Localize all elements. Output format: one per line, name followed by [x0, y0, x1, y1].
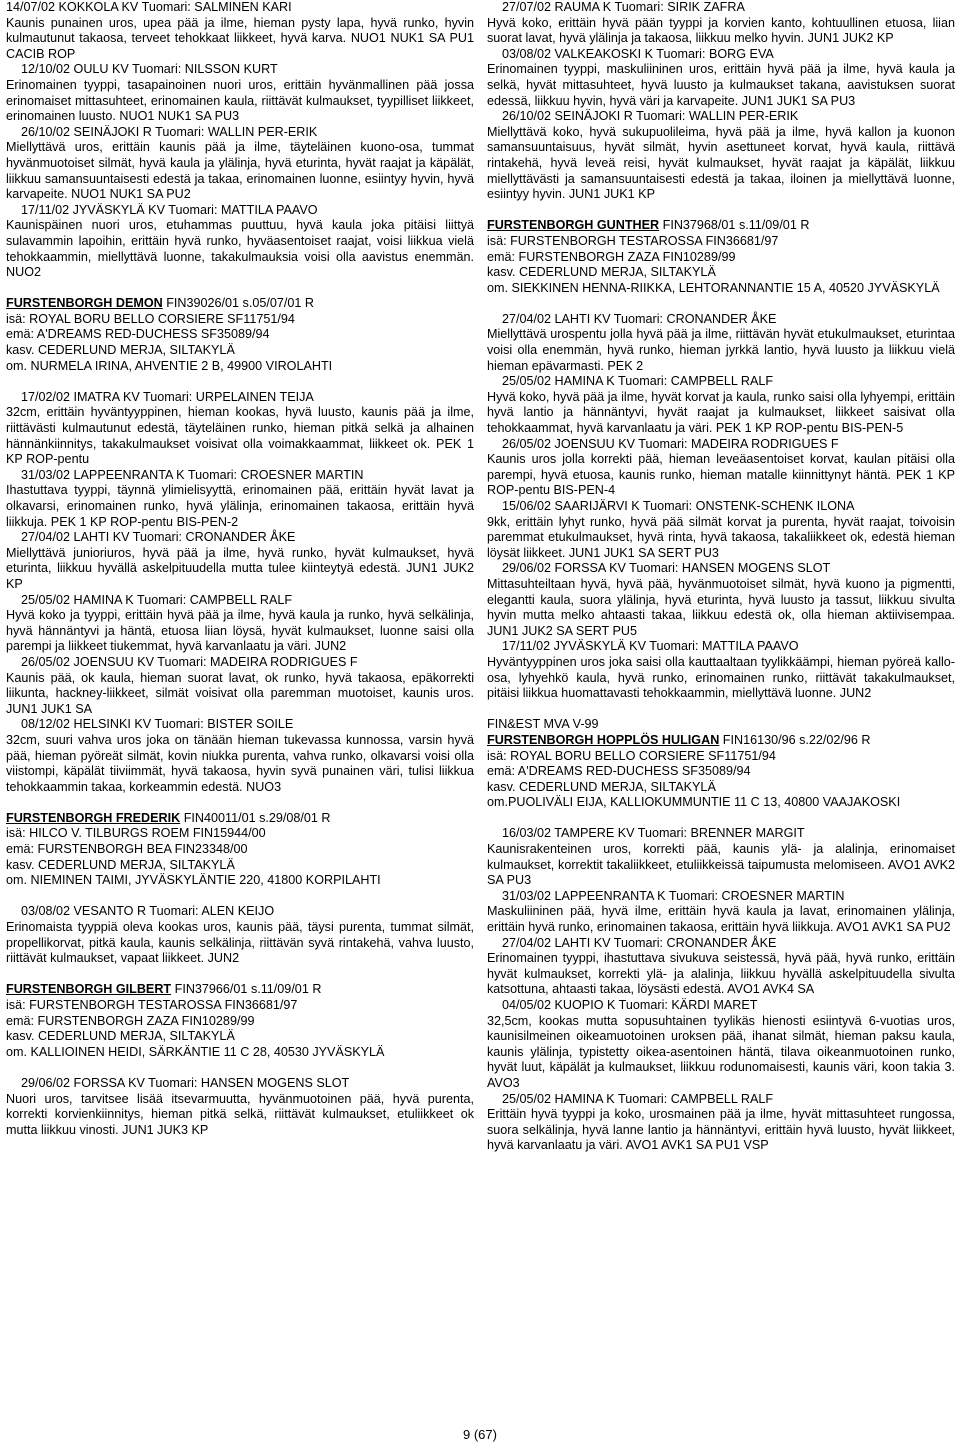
entry-heading: emä: FURSTENBORGH ZAZA FIN10289/99: [6, 1013, 255, 1028]
entry-heading: emä: A'DREAMS RED-DUCHESS SF35089/94: [487, 764, 751, 779]
spacer: [6, 281, 474, 297]
entry-heading: 15/06/02 SAARIJÄRVI K Tuomari: ONSTENK-SCHENK ILONA: [502, 499, 855, 513]
entry-heading: 26/10/02 SEINÄJOKI R Tuomari: WALLIN PER-ERIK: [21, 124, 318, 139]
critique-text: Hyvä koko ja tyyppi, erittäin hyvä pää ja ilme, hyvä kaula ja runko, hyvä selkälinja, hyvä hännäntyvi ja häntä, etuosa liian löysä, hyvät kulmaukset, luonne saisi olla parempi ja liikkeet tiukemmat, hyvä karvanlaatu ja väri. JUN2: [6, 608, 474, 654]
entry-heading: om. NURMELA IRINA, AHVENTIE 2 B, 49900 VIROLAHTI: [6, 358, 333, 373]
dog-registration: FIN37968/01 s.11/09/01 R: [662, 218, 810, 233]
critique-text: Mittasuhteiltaan hyvä, hyvä pää, hyvänmuotoiset silmät, hyvä kuono ja pigmentti, elegantti kaula, suora ylälinja, hyvä eturinta, hyvä luusto ja tassut, liikkuu sivulta hyvin mutta melko ahtaasti takaa, liikkuu edestä ok, olla hieman aktiivisempaa. JUN1 JUK2 SA SERT PU5: [487, 576, 955, 638]
entry-heading: 31/03/02 LAPPEENRANTA K Tuomari: CROESNER MARTIN: [21, 467, 364, 482]
critique-text: Kaunispäinen nuori uros, etuhammas puuttuu, hyvä kaula joka pitäisi liittyä sulavammin lapoihin, erittäin hyvä runko, hyväasentoiset raajat, voisi liikkua vielä tehokkaammin, miellyttävä luonne, takakulmauksia voisi olla aavistus enemmän. NUO2: [6, 218, 474, 280]
spacer: [6, 374, 474, 390]
entry-heading: 27/07/02 RAUMA K Tuomari: SIRIK ZAFRA: [502, 0, 745, 14]
entry-heading: 17/02/02 IMATRA KV Tuomari: URPELAINEN TEIJA: [21, 389, 314, 404]
entry-heading: isä: HILCO V. TILBURGS ROEM FIN15944/00: [6, 826, 266, 841]
dog-name: FURSTENBORGH HOPPLÖS HULIGAN: [487, 732, 720, 747]
critique-text: Erinomainen tyyppi, tasapainoinen nuori uros, erittäin hyvänmallinen pää jossa erinomaiset mittasuhteet, erinomainen kaula, riittävät kulmaukset, tyypilliset liikkeet, erinomainen luusto. NUO1 NUK1 SA PU3: [6, 77, 474, 124]
spacer: [487, 203, 955, 219]
entry-heading: 27/04/02 LAHTI KV Tuomari: CRONANDER ÅKE: [502, 311, 777, 326]
spacer: [6, 1060, 474, 1076]
dog-name: FURSTENBORGH FREDERIK: [6, 810, 181, 825]
critique-text: Miellyttävä koko, hyvä sukupuolileima, hyvä pää ja ilme, hyvä kallon ja kuonon samansuuntaisuus, hyvät silmät, hyvin asettuneet korvat, hyvä kaula, riittävä rintakehä, hyvä leveä reisi, hyvät kulmaukset, hyvät raajat ja käpälät, liikkuu miellyttävästi ja samansuuntaisesti edestä ja takaa, iloinen ja miellyttävä luonne, esiintyy hyvin. JUN1 JUK1 KP: [487, 124, 955, 202]
critique-text: Erinomainen tyyppi, ihastuttava sivukuva seistessä, hyvä pää, hyvä runko, erittäin hyvät kulmaukset, korrekti ylä- ja alalinja, liikkuu hyvällä askelpituudella sivulta katsottuna, ahtaasti takaa, löysästi edestä. AVO1 AVK4 SA: [487, 951, 955, 997]
critique-text: Nuori uros, tarvitsee lisää itsevarmuutta, hyvänmuotoinen pää, hyvä purenta, korrekti korvienkiinnitys, hieman pitkä selkä, riittävät kulmaukset, etuliikkeet ok mutta liikkuu vinosti. JUN1 JUK3 KP: [6, 1091, 474, 1137]
entry-heading: om.PUOLIVÄLI EIJA, KALLIOKUMMUNTIE 11 C 13, 40800 VAAJAKOSKI: [487, 795, 901, 810]
entry-heading: 25/05/02 HAMINA K Tuomari: CAMPBELL RALF: [502, 1091, 774, 1106]
critique-text: Hyvä koko, erittäin hyvä pään tyyppi ja korvien kanto, kohtuullinen etuosa, liian suorat lavat, hyvä ylälinja ja takaosa, liikkuu melko hyvin. JUN1 JUK2 KP: [487, 15, 955, 46]
entry-heading: emä: FURSTENBORGH ZAZA FIN10289/99: [487, 249, 736, 264]
entry-heading: 03/08/02 VESANTO R Tuomari: ALEN KEIJO: [21, 904, 275, 919]
entry-heading: kasv. CEDERLUND MERJA, SILTAKYLÄ: [6, 1029, 235, 1044]
dog-name: FURSTENBORGH GILBERT: [6, 982, 172, 997]
entry-heading: 25/05/02 HAMINA K Tuomari: CAMPBELL RALF: [502, 374, 774, 389]
critique-text: Hyvä koko, hyvä pää ja ilme, hyvät korvat ja kaula, runko saisi olla lyhyempi, erittäin hyvä lantio ja hännäntyvi, hyvät raajat ja kulmaukset, liikkeet saisivat olla tehokkaammat, hyvä karvanlaatu ja väri. PEK 1 KP ROP-pentu BIS-PEN-5: [487, 389, 955, 436]
entry-heading: 03/08/02 VALKEAKOSKI K Tuomari: BORG EVA: [502, 46, 774, 61]
entry-heading: 12/10/02 OULU KV Tuomari: NILSSON KURT: [21, 62, 278, 77]
entry-heading: 16/03/02 TAMPERE KV Tuomari: BRENNER MARGIT: [502, 826, 805, 841]
critique-text: 14/07/02 KOKKOLA KV Tuomari: SALMINEN KARI: [6, 0, 292, 14]
critique-text: Kaunis uros jolla korrekti pää, hieman leveäasentoiset korvat, kaulan pitäisi olla parempi, hyvä etuosa, kaunis runko, hieman matalle kiinnittynyt häntä. PEK 1 KP ROP-pentu BIS-PEN-4: [487, 452, 955, 498]
entry-heading: emä: A'DREAMS RED-DUCHESS SF35089/94: [6, 327, 270, 342]
dog-registration: FIN40011/01 s.29/08/01 R: [183, 810, 331, 825]
entry-heading: 26/05/02 JOENSUU KV Tuomari: MADEIRA RODRIGUES F: [502, 436, 839, 451]
critique-text: Miellyttävä urospentu jolla hyvä pää ja ilme, riittävän hyvät etukulmaukset, eturintaa voisi olla enemmän, hyvä runko, hieman jyrkkä lantio, hyvä luusto ja liikkuu vielä hieman epävarmasti. PEK 2: [487, 327, 955, 373]
left-column: [6, 0, 474, 1138]
entry-heading: 29/06/02 FORSSA KV Tuomari: HANSEN MOGENS SLOT: [502, 561, 831, 576]
critique-text: Miellyttävä junioriuros, hyvä pää ja ilme, hyvä runko, hyvät kulmaukset, hyvä eturinta, liikkuu hyvällä askelpituudella mutta tulee kiinteytyä edestä. JUN1 JUK2 KP: [6, 545, 474, 591]
entry-heading: kasv. CEDERLUND MERJA, SILTAKYLÄ: [487, 265, 716, 280]
dog-header: [6, 811, 474, 827]
dog-header: [6, 296, 474, 312]
dog-header: [6, 982, 474, 998]
critique-text: Kaunisrakenteinen uros, korrekti pää, kaunis ylä- ja alalinja, erinomaiset kulmaukset, korrektit takaliikkeet, etuliikkeissä taipumusta melomiseen. AVO1 AVK2 SA PU3: [487, 842, 955, 888]
spacer: [487, 296, 955, 312]
entry-heading: isä: FURSTENBORGH TESTAROSSA FIN36681/97: [6, 998, 298, 1012]
dog-registration: FIN37966/01 s.11/09/01 R: [174, 982, 322, 997]
critique-text: Miellyttävä uros, erittäin kaunis pää ja ilme, täyteläinen kuono-osa, tummat hyvänmuotoiset silmät, hyvä kaula ja ylälinja, hyvä eturinta, hyvät raajat ja käpälät, liikkuu samansuuntaisesti edestä ja takaa, erinomainen luonne, esiintyy hyvin, hyvä karvapeite. NUO1 NUK1 SA PU2: [6, 140, 474, 202]
critique-text: Kaunis punainen uros, upea pää ja ilme, hieman pysty lapa, hyvä runko, hyvin kulmautunut takaosa, terveet tehokkaat liikkeet, hyvä karva. NUO1 NUK1 SA PU1 CACIB ROP: [6, 15, 474, 61]
critique-text: Erinomaista tyyppiä oleva kookas uros, kaunis pää, täysi purenta, tummat silmät, propellikorvat, pitkä kaula, kaunis selkälinja, riittävän syvä rintakehä, vahva luusto, riittävät kulmaukset, vapaat liikkeet. JUN2: [6, 920, 474, 966]
entry-heading: isä: FURSTENBORGH TESTAROSSA FIN36681/97: [487, 233, 779, 248]
dog-header: [487, 733, 955, 749]
entry-heading: 31/03/02 LAPPEENRANTA K Tuomari: CROESNER MARTIN: [502, 888, 845, 903]
entry-heading: om. KALLIOINEN HEIDI, SÄRKÄNTIE 11 C 28, 40530 JYVÄSKYLÄ: [6, 1044, 385, 1059]
dog-registration: FIN16130/96 s.22/02/96 R: [722, 732, 871, 747]
entry-heading: 17/11/02 JYVÄSKYLÄ KV Tuomari: MATTILA PAAVO: [21, 202, 318, 217]
critique-text: Ihastuttava tyyppi, täynnä ylimielisyyttä, erinomainen pää, erittäin hyvät lavat ja olkavarsi, erinomainen runko, hyvä ylälinja, erinomainen takaosa, erittäin hyvä liikkuja. PEK 1 KP ROP-pentu BIS-PEN-2: [6, 483, 474, 529]
entry-heading: om. NIEMINEN TAIMI, JYVÄSKYLÄNTIE 220, 41800 KORPILAHTI: [6, 873, 381, 888]
critique-text: Erinomainen tyyppi, maskuliininen uros, erittäin hyvä pää ja ilme, hyvä kaula ja selkä, hyvät mittasuhteet, hyvä luusto ja kulmaukset takana, aavistuksen suorat edessä, liikkuu hyvin, hyvä väri ja karvapeite. JUN1 JUK1 SA PU3: [487, 62, 955, 108]
entry-heading: 27/04/02 LAHTI KV Tuomari: CRONANDER ÅKE: [502, 935, 777, 950]
entry-heading: FIN&EST MVA V-99: [487, 717, 599, 732]
critique-text: Erittäin hyvä tyyppi ja koko, urosmainen pää ja ilme, hyvät mittasuhteet rungossa, suora selkälinja, hyvä lanne lantio ja hännäntyvi, erittäin hyvä luusto, hyvät liikkeet, hyvä karvanlaatu ja väri. AVO1 AVK1 SA PU1 VSP: [487, 1107, 955, 1153]
critique-text: om. SIEKKINEN HENNA-RIIKKA, LEHTORANNANTIE 15 A, 40520 JYVÄSKYLÄ: [487, 280, 940, 295]
critique-text: 32cm, erittäin hyväntyyppinen, hieman kookas, hyvä luusto, kaunis pää ja ilme, riittävästi kulmautunut edestä, täyteläinen runko, hieman pitkä selkä ja alhainen hännänkiinnitys, takakulmaukset voisivat olla voimakkaammat, liikkeet ok. PEK 1 KP ROP-pentu: [6, 405, 474, 467]
entry-heading: emä: FURSTENBORGH BEA FIN23348/00: [6, 842, 248, 857]
entry-heading: 25/05/02 HAMINA K Tuomari: CAMPBELL RALF: [21, 592, 293, 607]
entry-heading: isä: ROYAL BORU BELLO CORSIERE SF11751/94: [487, 748, 776, 763]
entry-heading: 29/06/02 FORSSA KV Tuomari: HANSEN MOGENS SLOT: [21, 1075, 350, 1090]
entry-heading: 08/12/02 HELSINKI KV Tuomari: BISTER SOILE: [21, 717, 294, 732]
critique-text: 32cm, suuri vahva uros joka on tänään hieman tukevassa kunnossa, varsin hyvä pää, hieman pyöreät silmät, kovin niukka purenta, vahva runko, olkavarsi voisi olla viistompi, käpälät tiiviimmät, hyvä takaosa, hyvin syvä punainen väri, tulisi liikkua tehokkaammin takaa, korkeammin edestä. NUO3: [6, 732, 474, 794]
dog-header: [487, 218, 955, 234]
entry-heading: 26/10/02 SEINÄJOKI R Tuomari: WALLIN PER-ERIK: [502, 109, 799, 124]
page-number: 9 (67): [463, 1427, 497, 1442]
critique-text: Maskuliininen pää, hyvä ilme, erittäin hyvä kaula ja lavat, erinomainen ylälinja, erittäin hyvä runko, erinomainen takaosa, erittäin hyvä liikkuja. AVO1 AVK1 SA PU2: [487, 904, 955, 935]
entry-heading: kasv. CEDERLUND MERJA, SILTAKYLÄ: [6, 857, 235, 872]
entry-heading: 04/05/02 KUOPIO K Tuomari: KÄRDI MARET: [502, 998, 758, 1012]
spacer: [6, 795, 474, 811]
dog-name: FURSTENBORGH GUNTHER: [487, 218, 660, 233]
entry-heading: kasv. CEDERLUND MERJA, SILTAKYLÄ: [6, 343, 235, 358]
critique-text: Kaunis pää, ok kaula, hieman suorat lavat, ok runko, hyvä takaosa, epäkorrekti liikunta, hackney-liikkeet, silmät voisivat olla paremman muotoiset, kaunis uros. JUN1 JUK1 SA: [6, 670, 474, 716]
entry-heading: kasv. CEDERLUND MERJA, SILTAKYLÄ: [487, 779, 716, 794]
entry-heading: 27/04/02 LAHTI KV Tuomari: CRONANDER ÅKE: [21, 530, 296, 545]
entry-heading: 17/11/02 JYVÄSKYLÄ KV Tuomari: MATTILA PAAVO: [502, 639, 799, 654]
spacer: [6, 967, 474, 983]
critique-text: Hyväntyyppinen uros joka saisi olla kauttaaltaan tyylikkäämpi, hieman pyöreä kallo-osa, lyhyehkö kaula, hyvä runko, erinomainen runko, riittävät takakulmaukset, pitäisi liikkua huomattavasti tehokkaammin, miellyttävä luonne. JUN2: [487, 654, 955, 701]
spacer: [6, 889, 474, 905]
dog-registration: FIN39026/01 s.05/07/01 R: [166, 296, 314, 311]
critique-text: 32,5cm, kookas mutta sopusuhtainen tyylikäs hienosti esiintyvä 6-vuotias uros, kaunisilmeinen oikeamuotoinen uroksen pää, ihanat silmät, hieman paksu kaula, kaunis ylälinja, typistetty oikea-asentoinen häntä, tilava oikeanmuotoinen runko, hyvät luut, käpälät ja kulmaukset, liikkuu rodunomaisesti, kaunis väri, koon takia 3. AVO3: [487, 1013, 955, 1090]
right-column: [487, 0, 955, 1154]
spacer: [487, 811, 955, 827]
dog-name: FURSTENBORGH DEMON: [6, 296, 163, 311]
entry-heading: isä: ROYAL BORU BELLO CORSIERE SF11751/94: [6, 311, 295, 326]
entry-heading: 26/05/02 JOENSUU KV Tuomari: MADEIRA RODRIGUES F: [21, 654, 358, 669]
critique-text: 9kk, erittäin lyhyt runko, hyvä pää silmät korvat ja purenta, hyvät raajat, toivoisin paremmat etukulmaukset, hyvä rinta, hyvä takaosa, takaliikkeet ok, edestä hieman löysät liikkeet. JUN1 JUK1 SA SERT PU3: [487, 514, 955, 560]
spacer: [487, 702, 955, 718]
